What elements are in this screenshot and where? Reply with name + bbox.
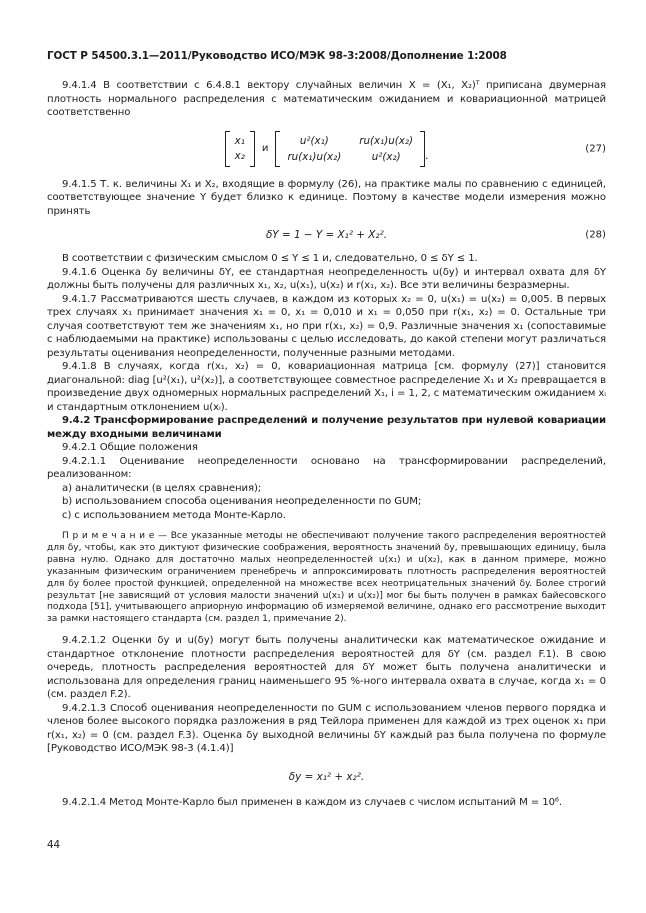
- bracket-right-icon: [250, 131, 255, 167]
- formula-28: [47, 229, 606, 241]
- paragraph-9-4-2-1-1: 9.4.2.1.1 Оценивание неопределенности основано на трансформировании распределений, реализованном:: [47, 455, 606, 480]
- matrix-cell: ru(x₁)u(x₂): [359, 134, 414, 147]
- vector-cell: x₁: [234, 135, 245, 147]
- paragraph-9-4-1-5: 9.4.1.5 Т. к. величины X₁ и X₂, входящие в формулу (26), на практике малы по сравнению с единицей, соответствующее значение Y будет близко к единице. Поэтому в качестве модели измерения можно принять: [47, 178, 606, 217]
- list-item-b: b) использованием способа оценивания неопределенности по GUM;: [62, 496, 422, 507]
- section-heading-9-4-2: 9.4.2 Трансформирование распределений и получение результатов при нулевой ковариации между входными величинами: [47, 415, 606, 440]
- formula-27-matrix: [280, 131, 420, 167]
- matrix-cell: u²(x₂): [371, 150, 401, 163]
- paragraph-9-4-2-1-4: 9.4.2.1.4 Метод Монте-Карло был применен в каждом из случаев с числом испытаний M = 10⁶.: [62, 796, 562, 808]
- paragraph-physical-sense: В соответствии с физическим смыслом 0 ≤ Y ≤ 1 и, следовательно, 0 ≤ δY ≤ 1.: [62, 253, 478, 264]
- paragraph-9-4-2-1-3: 9.4.2.1.3 Способ оценивания неопределенности по GUM с использованием членов первого порядка и членов более высокого порядка разложения в ряд Тейлора применен для каждой из трех оценок x₁ при r(x₁, x₂) = 0 (см. раздел F.3). Оценка δy выходной величины δY каждый раз была получена по формуле [Руководство ИСО/МЭК 98-3 (4.1.4)]: [47, 702, 606, 755]
- formula-28-body: δY = 1 − Y = X₁² + X₂².: [265, 229, 388, 241]
- formula-28-label: (28): [585, 229, 606, 241]
- vector-cell: x₂: [234, 150, 245, 162]
- paragraph-9-4-1-4: 9.4.1.4 В соответствии с 6.4.8.1 вектору случайных величин X = (X₁, X₂)ᵀ приписана двумерная плотность нормального распределения с математическим ожиданием и ковариационной матрицей соответственно: [47, 80, 606, 118]
- paragraph-9-4-2-1-2: 9.4.2.1.2 Оценки δy и u(δy) могут быть получены аналитически как математическое ожидание и стандартное отклонение плотности распределения вероятностей для δY (см. раздел F.1). В свою очередь, плотность распределения вероятностей для δY может быть получена аналитически и использована для определения границ наименьшего 95 %-ного интервала охвата в случае, когда x₁ = 0 (см. раздел F.2).: [47, 635, 606, 701]
- matrix-cell: u²(x₁): [299, 134, 329, 147]
- formula-delta-y: [47, 771, 606, 783]
- formula-delta-y-body: δy = x₁² + x₂².: [288, 770, 365, 783]
- formula-27: [47, 131, 606, 167]
- page-number: 44: [47, 839, 61, 851]
- paragraph-9-4-1-6: 9.4.1.6 Оценка δy величины δY, ее стандартная неопределенность u(δy) и интервал охвата для δY должны быть получены для различных x₁, x₂, u(x₁), u(x₂) и r(x₁, x₂). Все эти величины безразмерны.: [47, 266, 606, 291]
- formula-27-vector: [230, 132, 250, 165]
- note-block: П р и м е ч а н и е — Все указанные методы не обеспечивают получение такого распределения вероятностей для δy, чтобы, как это диктуют физические соображения, вероятность значений δy, превышающих единицу, была равна нулю. Однако для достаточно малых неопределенностей u(x₁) и u(x₂), как в данном примере, можно указанным физическим ограничением пренебречь и аппроксимировать плотность распределения вероятностей для δy более простой функцией, определенной на множестве всех неотрицательных значений δy. Более строгий результат [не зависящий от условия малости значений u(x₁) и u(x₂)] мог бы быть получен в рамках байесовского подхода [51], учитывающего априорную информацию об измеряемой величине, однако его рассмотрение выходит за рамки настоящего стандарта (см. раздел 1, примечание 2).: [47, 531, 606, 625]
- document-header: ГОСТ Р 54500.3.1—2011/Руководство ИСО/МЭК 98-3:2008/Дополнение 1:2008: [47, 50, 507, 62]
- paragraph-9-4-1-7: 9.4.1.7 Рассматриваются шесть случаев, в каждом из которых x₂ = 0, u(x₁) = u(x₂) = 0,005. В первых трех случаях x₁ принимает значения x₁ = 0, x₁ = 0,010 и x₁ = 0,050 при r(x₁, x₂) = 0. Остальные три случая соответствуют тем же значениям x₁, но при r(x₁, x₂) = 0,9. Различные значения x₁ (сопоставимые с наблюдаемыми на практике) использованы с целью исследовать, до какой степени могут различаться результаты оценивания неопределенности, полученные разными методами.: [47, 293, 606, 359]
- formula-27-conjunction: и: [261, 143, 269, 154]
- formula-27-label: (27): [585, 143, 606, 154]
- paragraph-9-4-2-1: 9.4.2.1 Общие положения: [62, 442, 198, 453]
- list-item-a: a) аналитически (в целях сравнения);: [62, 482, 262, 494]
- formula-27-period: .: [425, 149, 429, 162]
- list-item-c: c) с использованием метода Монте-Карло.: [62, 509, 286, 521]
- paragraph-9-4-1-8: 9.4.1.8 В случаях, когда r(x₁, x₂) = 0, ковариационная матрица [см. формулу (27)] становится диагональной: diag [u²(x₁), u²(x₂)], а соответствующее совместное распределение X₁ и X₂ превращается в произведение двух одномерных нормальных распределений X₁, i = 1, 2, с математическим ожиданием xᵢ и стандартным отклонением u(xᵢ).: [47, 361, 606, 413]
- matrix-cell: ru(x₁)u(x₂): [287, 150, 342, 163]
